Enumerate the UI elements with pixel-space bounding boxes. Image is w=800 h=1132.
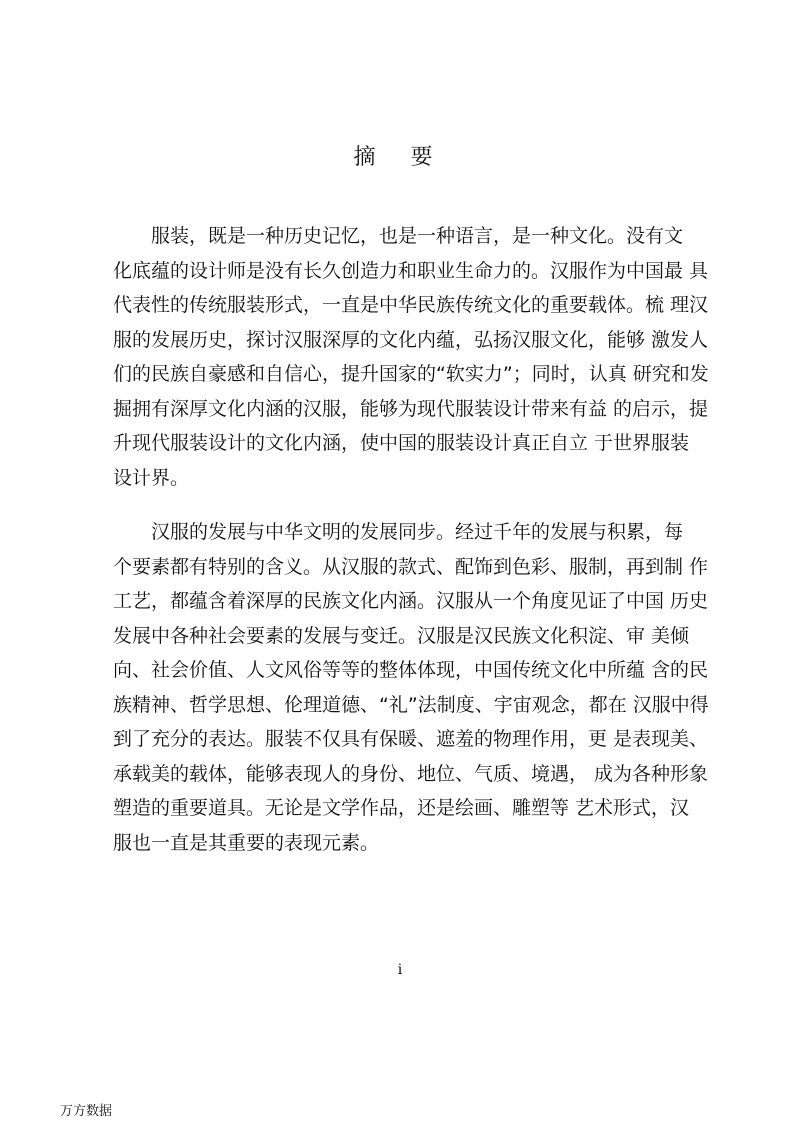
paragraph-line: 到了充分的表达。服装不仅具有保暖、遮羞的物理作用，更 是表现美、 xyxy=(113,728,709,750)
page-number: i xyxy=(397,962,403,978)
paragraph-line: 服装，既是一种历史记忆，也是一种语言，是一种文化。没有文 xyxy=(151,225,684,247)
paragraph-line: 设计界。 xyxy=(113,466,190,489)
paragraph-line: 个要素都有特别的含义。从汉服的款式、配饰到色彩、服制，再到制 作 xyxy=(113,555,709,578)
paragraph-line: 代表性的传统服装形式，一直是中华民族传统文化的重要载体。梳 理汉 xyxy=(113,294,709,316)
abstract-paragraph-1 xyxy=(113,219,709,495)
paragraph-line: 塑造的重要道具。无论是文学作品，还是绘画、雕塑等 艺术形式，汉 xyxy=(113,797,690,819)
paragraph-line: 向、社会价值、人文风俗等等的整体体现，中国传统文化中所蕴 含的民 xyxy=(113,659,709,681)
paragraph-line: 汉服的发展与中华文明的发展同步。经过千年的发展与积累，每 xyxy=(151,521,684,543)
source-watermark: 万方数据 xyxy=(60,1104,113,1119)
paragraph-line: 升现代服装设计的文化内涵，使中国的服装设计真正自立 于世界服装 xyxy=(113,432,690,454)
paragraph-line: 们的民族自豪感和自信心，提升国家的“软实力”；同时，认真 研究和发 xyxy=(113,363,709,385)
paragraph-line: 发展中各种社会要素的发展与变迁。汉服是汉民族文化积淀、审 美倾 xyxy=(113,624,690,647)
paragraph-line: 承载美的载体，能够表现人的身份、地位、气质、境遇， 成为各种形象 xyxy=(113,762,709,785)
paragraph-line: 服的发展历史，探讨汉服深厚的文化内蕴，弘扬汉服文化，能够 激发人 xyxy=(113,328,709,351)
paragraph-line: 化底蕴的设计师是没有长久创造力和职业生命力的。汉服作为中国最 具 xyxy=(113,259,709,282)
abstract-title: 摘 要 xyxy=(353,145,447,170)
paragraph-line: 工艺，都蕴含着深厚的民族文化内涵。汉服从一个角度见证了中国 历史 xyxy=(113,590,709,612)
abstract-paragraph-2 xyxy=(113,515,709,860)
paragraph-line: 掘拥有深厚文化内涵的汉服，能够为现代服装设计带来有益 的启示，提 xyxy=(113,397,709,420)
paragraph-line: 服也一直是其重要的表现元素。 xyxy=(113,831,380,854)
paragraph-line: 族精神、哲学思想、伦理道德、“礼”法制度、宇宙观念，都在 汉服中得 xyxy=(113,693,709,716)
